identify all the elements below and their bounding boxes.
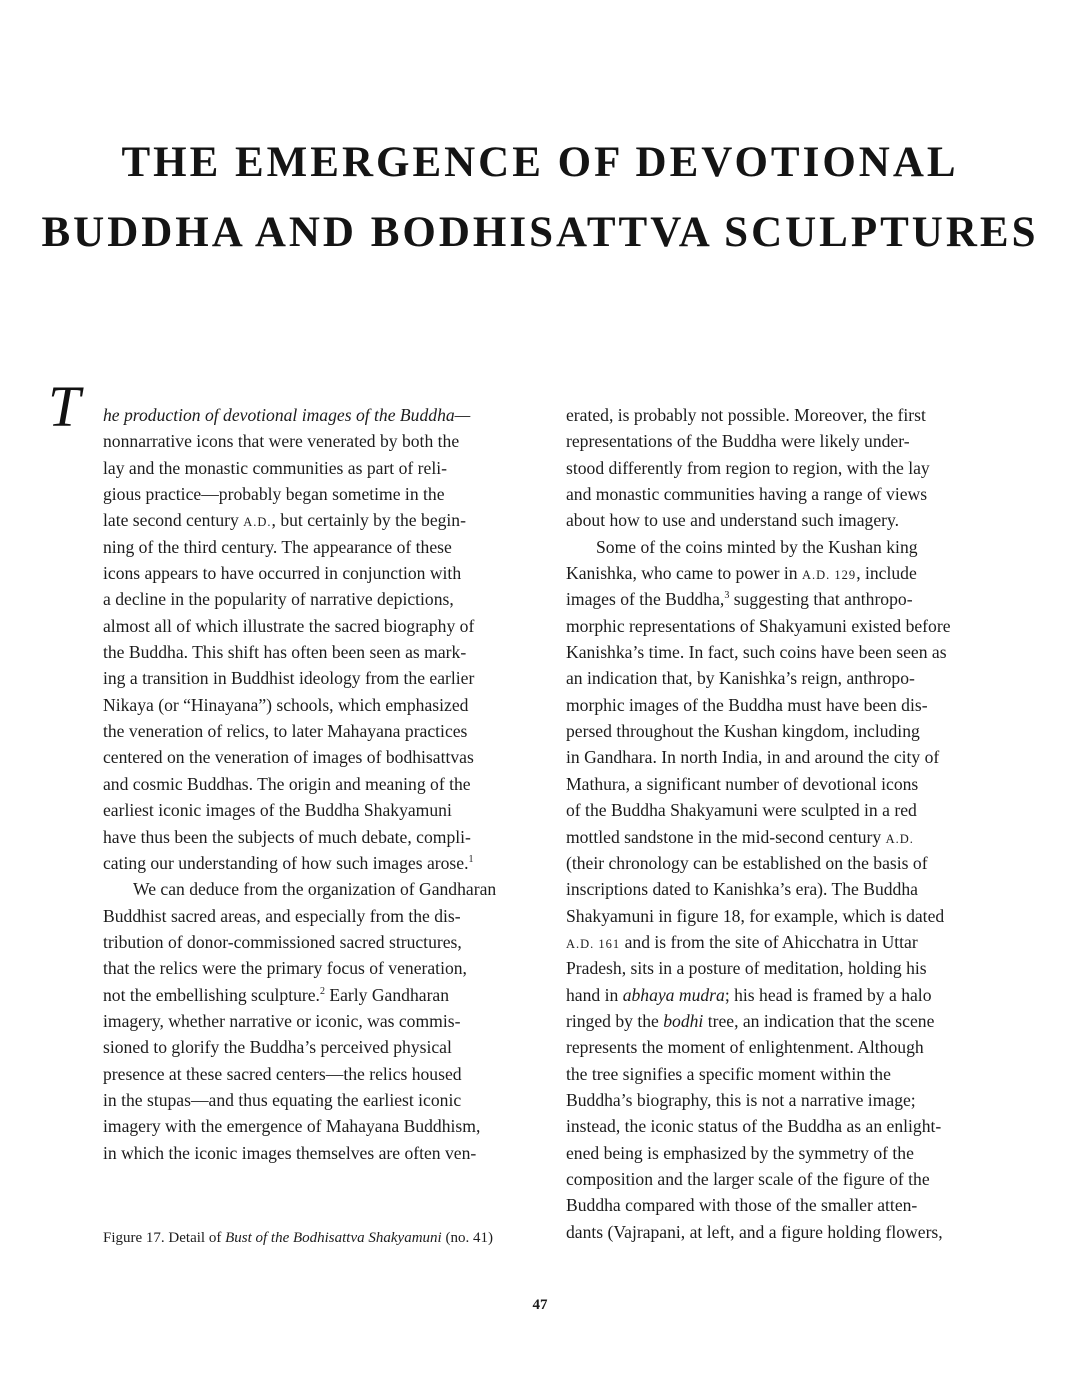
right-column: [566, 402, 994, 1245]
text-line: gious practice—probably began sometime in the: [103, 484, 445, 505]
text-span: late second century: [103, 510, 244, 531]
text-line: [103, 982, 535, 1008]
text-line: sioned to glorify the Buddha’s perceived physical: [103, 1037, 452, 1058]
caption-work-title: Bust of the Bodhisattva Shakyamuni: [225, 1230, 442, 1246]
text-line: an indication that, by Kanishka’s reign, anthropo-: [566, 668, 915, 689]
text-line: erated, is probably not possible. Moreover, the first: [566, 405, 926, 425]
text-line: Buddha compared with those of the smaller atten-: [566, 1195, 918, 1216]
text-line: composition and the larger scale of the figure of the: [566, 1168, 930, 1189]
small-caps-era: A.D. 161: [566, 936, 621, 951]
text-line: [566, 1008, 994, 1034]
text-span: tree, an indication that the scene: [703, 1010, 935, 1031]
text-line: have thus been the subjects of much debate, compli-: [103, 826, 471, 847]
text-line: icons appears to have occurred in conjunction with: [103, 563, 462, 584]
page-title: [0, 128, 1080, 268]
text-line: persed throughout the Kushan kingdom, including: [566, 721, 920, 742]
text-line: representations of the Buddha were likely under-: [566, 431, 910, 452]
footnote-marker: 3: [724, 590, 730, 602]
text-line: (their chronology can be established on the basis of: [566, 852, 928, 873]
text-line: dants (Vajrapani, at left, and a figure holding flowers,: [566, 1221, 943, 1242]
text-span: Kanishka, who came to power in: [566, 563, 802, 584]
text-line: almost all of which illustrate the sacred biography of: [103, 615, 475, 636]
text-span: , include: [856, 563, 917, 584]
text-line: represents the moment of enlightenment. Although: [566, 1037, 924, 1058]
text-line: Nikaya (or “Hinayana”) schools, which emphasized: [103, 694, 469, 715]
title-line-1: THE EMERGENCE OF DEVOTIONAL: [121, 139, 959, 186]
caption-prefix: Figure 17. Detail of: [103, 1230, 226, 1246]
text-line: earliest iconic images of the Buddha Shakyamuni: [103, 800, 452, 821]
text-line: a decline in the popularity of narrative depictions,: [103, 589, 454, 610]
text-span: ringed by the: [566, 1010, 664, 1031]
text-line: the tree signifies a specific moment within the: [566, 1063, 891, 1084]
small-caps-era: A.D. 129: [802, 568, 857, 583]
text-line: the Buddha. This shift has often been seen as mark-: [103, 642, 467, 663]
small-caps-era: A.D.: [243, 515, 272, 530]
text-span: ; his head is framed by a halo: [724, 984, 932, 1005]
footnote-marker: 1: [468, 853, 474, 865]
text-line: instead, the iconic status of the Buddha as an enlight-: [566, 1116, 942, 1137]
page-number: 47: [532, 1297, 548, 1313]
text-line: [566, 982, 994, 1008]
italic-term: bodhi: [663, 1010, 704, 1031]
text-line: centered on the veneration of images of bodhisattvas: [103, 747, 474, 768]
text-line: Shakyamuni in figure 18, for example, which is dated: [566, 905, 945, 926]
text-line: and monastic communities having a range of views: [566, 484, 928, 505]
figure-caption: [103, 1228, 543, 1248]
text-line: in Gandhara. In north India, in and around the city of: [566, 747, 940, 768]
text-line: [103, 507, 535, 533]
text-line: Kanishka’s time. In fact, such coins have been seen as: [566, 642, 947, 663]
text-line: Buddhist sacred areas, and especially from the dis-: [103, 905, 461, 926]
text-line: [566, 929, 994, 955]
text-line: [103, 850, 535, 876]
text-span: suggesting that anthropo-: [729, 589, 913, 610]
text-line: presence at these sacred centers—the relics housed: [103, 1063, 462, 1084]
text-line: tribution of donor-commissioned sacred structures,: [103, 931, 462, 952]
text-line: [566, 824, 994, 850]
lead-line: he production of devotional images of the Buddha—: [103, 405, 471, 425]
text-line: [566, 560, 994, 586]
text-span: mottled sandstone in the mid-second century: [566, 826, 886, 847]
text-line: about how to use and understand such imagery.: [566, 510, 900, 531]
small-caps-era: A.D.: [885, 831, 914, 846]
text-line: morphic images of the Buddha must have been dis-: [566, 694, 928, 715]
text-span: images of the Buddha,: [566, 589, 725, 610]
text-line: of the Buddha Shakyamuni were sculpted in a red: [566, 800, 917, 821]
text-line: inscriptions dated to Kanishka’s era). The Buddha: [566, 879, 918, 900]
text-line: Some of the coins minted by the Kushan king: [596, 536, 918, 557]
text-span: hand in: [566, 984, 623, 1005]
text-span: Early Gandharan: [324, 984, 450, 1005]
italic-term: abhaya mudra: [622, 984, 725, 1005]
text-line: Pradesh, sits in a posture of meditation, holding his: [566, 958, 927, 979]
text-line: imagery with the emergence of Mahayana Buddhism,: [103, 1116, 481, 1137]
title-line-2: BUDDHA AND BODHISATTVA SCULPTURES: [41, 209, 1039, 256]
text-line: nonnarrative icons that were venerated by both the: [103, 431, 460, 452]
text-line: ning of the third century. The appearance of these: [103, 536, 452, 557]
text-line: stood differently from region to region, with the lay: [566, 457, 930, 478]
text-line: morphic representations of Shakyamuni existed before: [566, 615, 951, 636]
drop-cap: T: [48, 374, 81, 439]
text-line: [566, 586, 994, 612]
text-line: We can deduce from the organization of Gandharan: [133, 879, 497, 900]
text-line: ing a transition in Buddhist ideology from the earlier: [103, 668, 475, 689]
text-line: in the stupas—and thus equating the earliest iconic: [103, 1089, 462, 1110]
text-line: and cosmic Buddhas. The origin and meaning of the: [103, 773, 471, 794]
text-line: imagery, whether narrative or iconic, was commis-: [103, 1010, 461, 1031]
text-line: that the relics were the primary focus of veneration,: [103, 958, 467, 979]
text-line: ened being is emphasized by the symmetry of the: [566, 1142, 914, 1163]
text-line: lay and the monastic communities as part of reli-: [103, 457, 447, 478]
text-line: Buddha’s biography, this is not a narrative image;: [566, 1089, 916, 1110]
text-line: the veneration of relics, to later Mahayana practices: [103, 721, 468, 742]
text-span: , but certainly by the begin-: [271, 510, 466, 531]
text-line: in which the iconic images themselves are often ven-: [103, 1142, 477, 1163]
text-span: and is from the site of Ahicchatra in Uttar: [620, 931, 918, 952]
left-column: [48, 374, 535, 1166]
text-line: Mathura, a significant number of devotional icons: [566, 773, 919, 794]
text-span: not the embellishing sculpture.: [103, 984, 320, 1005]
footnote-marker: 2: [319, 985, 325, 997]
text-span: cating our understanding of how such images arose.: [103, 852, 469, 873]
caption-suffix: (no. 41): [441, 1230, 493, 1246]
